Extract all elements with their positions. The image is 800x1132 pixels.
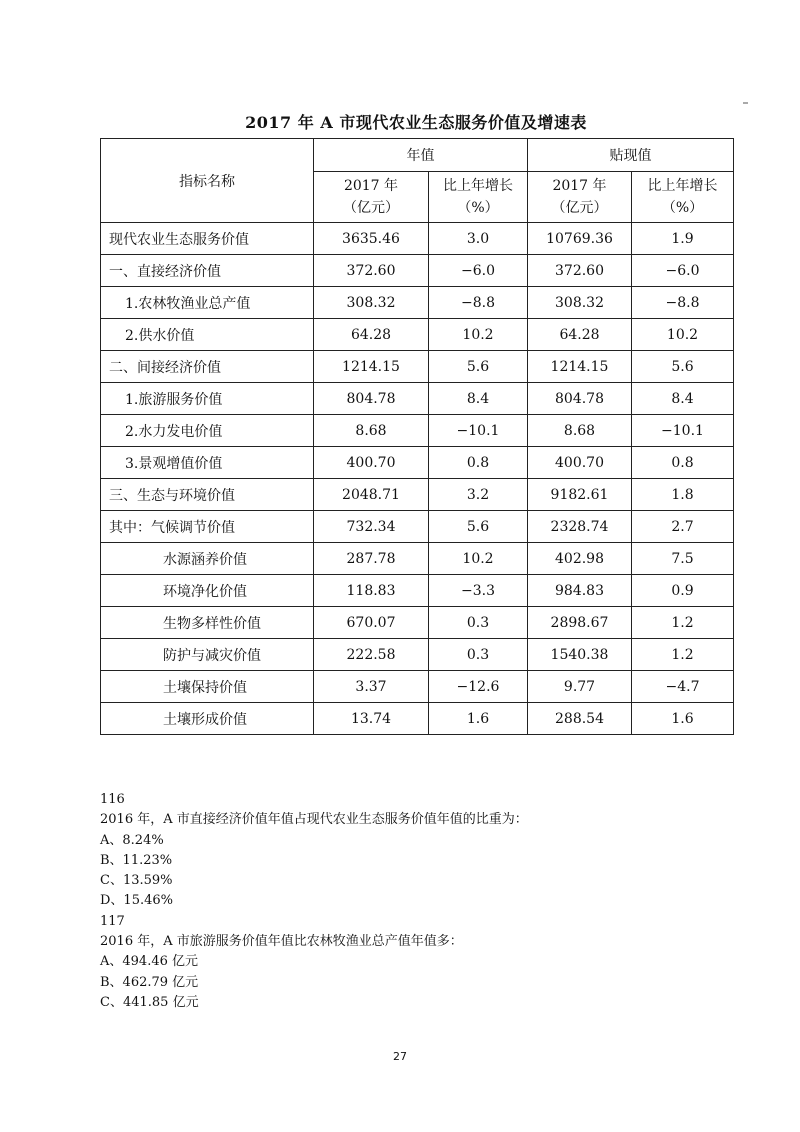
row-name: 土壤保持价值 (101, 671, 314, 703)
table-row (101, 383, 734, 415)
header-annual-value: 年值 (314, 139, 528, 172)
annual-value-cell: 804.78 (314, 383, 429, 415)
header-indicator-name: 指标名称 (101, 139, 314, 223)
discounted-growth-cell: 1.6 (632, 703, 734, 735)
table-row (101, 223, 734, 255)
row-name: 土壤形成价值 (101, 703, 314, 735)
annual-value-cell: 372.60 (314, 255, 429, 287)
discounted-growth-cell: 0.9 (632, 575, 734, 607)
discounted-growth-cell: 10.2 (632, 319, 734, 351)
annual-growth-cell: 5.6 (429, 511, 528, 543)
answer-option: B、462.79 亿元 (100, 974, 199, 990)
annual-value-cell: 670.07 (314, 607, 429, 639)
discounted-value-cell: 400.70 (528, 447, 632, 479)
annual-growth-cell: −8.8 (429, 287, 528, 319)
annual-value-cell: 3635.46 (314, 223, 429, 255)
annual-growth-cell: 5.6 (429, 351, 528, 383)
table-row (101, 575, 734, 607)
annual-value-cell: 287.78 (314, 543, 429, 575)
row-name: 二、间接经济价值 (101, 351, 314, 383)
discounted-growth-cell: −4.7 (632, 671, 734, 703)
discounted-growth-cell: 7.5 (632, 543, 734, 575)
annual-value-cell: 1214.15 (314, 351, 429, 383)
answer-option: C、13.59% (100, 873, 173, 889)
questions-section (100, 790, 528, 1013)
table-title: 2017 年 A 市现代农业生态服务价值及增速表 (245, 113, 587, 132)
table-row (101, 319, 734, 351)
table-row (101, 255, 734, 287)
row-name: 其中：气候调节价值 (101, 511, 314, 543)
discounted-growth-cell: −6.0 (632, 255, 734, 287)
annual-growth-cell: 3.0 (429, 223, 528, 255)
annual-growth-cell: 10.2 (429, 543, 528, 575)
discounted-growth-cell: 1.8 (632, 479, 734, 511)
annual-growth-cell: 8.4 (429, 383, 528, 415)
discounted-value-cell: 8.68 (528, 415, 632, 447)
row-name: 一、直接经济价值 (101, 255, 314, 287)
annual-growth-cell: −10.1 (429, 415, 528, 447)
row-name: 2.水力发电价值 (101, 415, 314, 447)
table-row (101, 447, 734, 479)
table-row (101, 287, 734, 319)
discounted-value-cell: 2898.67 (528, 607, 632, 639)
table-row (101, 351, 734, 383)
annual-value-cell: 308.32 (314, 287, 429, 319)
row-name: 3.景观增值价值 (101, 447, 314, 479)
discounted-value-cell: 10769.36 (528, 223, 632, 255)
table-row (101, 543, 734, 575)
discounted-growth-cell: 1.9 (632, 223, 734, 255)
discounted-growth-cell: 8.4 (632, 383, 734, 415)
annual-value-cell: 732.34 (314, 511, 429, 543)
annual-value-cell: 3.37 (314, 671, 429, 703)
annual-growth-cell: −12.6 (429, 671, 528, 703)
annual-growth-cell: 10.2 (429, 319, 528, 351)
row-name: 2.供水价值 (101, 319, 314, 351)
discounted-value-cell: 804.78 (528, 383, 632, 415)
answer-option: B、11.23% (100, 852, 173, 868)
discounted-growth-cell: 1.2 (632, 639, 734, 671)
annual-growth-cell: −3.3 (429, 575, 528, 607)
header-discounted-2017: 2017 年 （亿元） (528, 172, 632, 223)
discounted-value-cell: 1540.38 (528, 639, 632, 671)
annual-growth-cell: 3.2 (429, 479, 528, 511)
annual-value-cell: 2048.71 (314, 479, 429, 511)
discounted-growth-cell: −8.8 (632, 287, 734, 319)
discounted-value-cell: 64.28 (528, 319, 632, 351)
annual-value-cell: 118.83 (314, 575, 429, 607)
scan-speck (743, 102, 748, 104)
row-name: 水源涵养价值 (101, 543, 314, 575)
annual-growth-cell: 0.8 (429, 447, 528, 479)
header-annual-2017: 2017 年 （亿元） (314, 172, 429, 223)
discounted-growth-cell: 5.6 (632, 351, 734, 383)
table-row (101, 511, 734, 543)
page-number: 27 (393, 1050, 407, 1063)
question-stem: 2016 年，A 市旅游服务价值年值比农林牧渔业总产值年值多： (100, 934, 463, 950)
annual-growth-cell: 0.3 (429, 607, 528, 639)
row-name: 防护与减灾价值 (101, 639, 314, 671)
data-table (100, 138, 734, 735)
annual-value-cell: 64.28 (314, 319, 429, 351)
table-row (101, 639, 734, 671)
row-name: 1.农林牧渔业总产值 (101, 287, 314, 319)
row-name: 环境净化价值 (101, 575, 314, 607)
discounted-value-cell: 402.98 (528, 543, 632, 575)
discounted-growth-cell: 0.8 (632, 447, 734, 479)
row-name: 现代农业生态服务价值 (101, 223, 314, 255)
annual-growth-cell: 0.3 (429, 639, 528, 671)
question-stem: 2016 年，A 市直接经济价值年值占现代农业生态服务价值年值的比重为： (100, 812, 528, 828)
annual-value-cell: 222.58 (314, 639, 429, 671)
answer-option: C、441.85 亿元 (100, 994, 199, 1010)
table-row (101, 415, 734, 447)
discounted-value-cell: 9.77 (528, 671, 632, 703)
discounted-value-cell: 1214.15 (528, 351, 632, 383)
discounted-growth-cell: −10.1 (632, 415, 734, 447)
discounted-growth-cell: 2.7 (632, 511, 734, 543)
discounted-value-cell: 9182.61 (528, 479, 632, 511)
row-name: 1.旅游服务价值 (101, 383, 314, 415)
answer-option: D、15.46% (100, 893, 173, 909)
discounted-value-cell: 308.32 (528, 287, 632, 319)
annual-value-cell: 13.74 (314, 703, 429, 735)
annual-value-cell: 400.70 (314, 447, 429, 479)
header-annual-growth: 比上年增长 （%） (429, 172, 528, 223)
row-name: 三、生态与环境价值 (101, 479, 314, 511)
discounted-growth-cell: 1.2 (632, 607, 734, 639)
annual-growth-cell: −6.0 (429, 255, 528, 287)
question-number: 117 (100, 913, 125, 929)
discounted-value-cell: 288.54 (528, 703, 632, 735)
row-name: 生物多样性价值 (101, 607, 314, 639)
answer-option: A、494.46 亿元 (100, 954, 199, 970)
table-row (101, 607, 734, 639)
annual-growth-cell: 1.6 (429, 703, 528, 735)
header-discounted-value: 贴现值 (528, 139, 734, 172)
table-row (101, 671, 734, 703)
discounted-value-cell: 984.83 (528, 575, 632, 607)
table-row (101, 479, 734, 511)
annual-value-cell: 8.68 (314, 415, 429, 447)
discounted-value-cell: 2328.74 (528, 511, 632, 543)
table-row (101, 703, 734, 735)
discounted-value-cell: 372.60 (528, 255, 632, 287)
answer-option: A、8.24% (100, 832, 164, 848)
question-number: 116 (100, 792, 125, 807)
header-discounted-growth: 比上年增长 （%） (632, 172, 734, 223)
